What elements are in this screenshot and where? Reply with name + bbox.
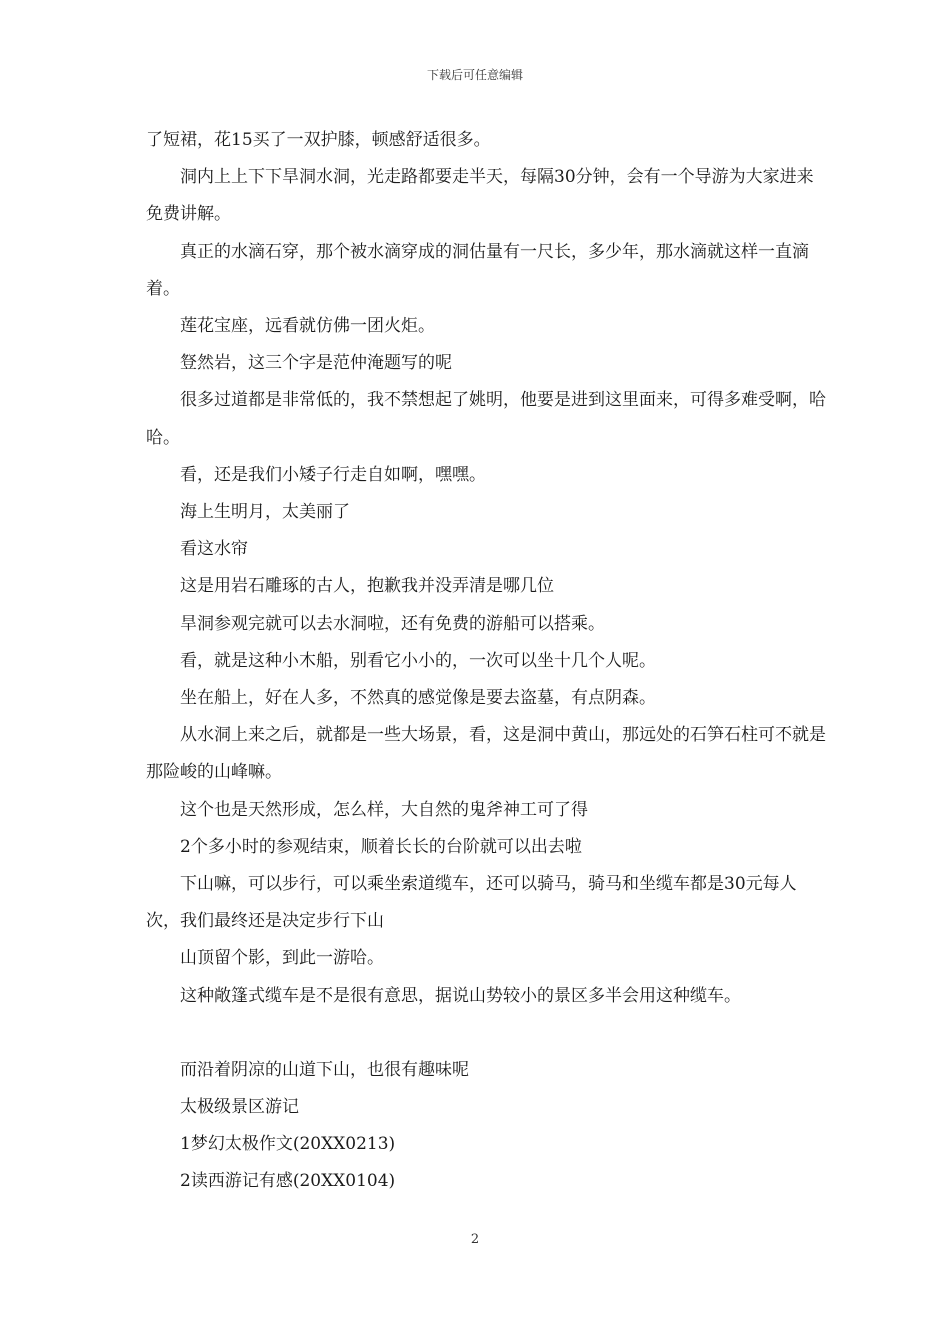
paragraph: 这个也是天然形成，怎么样，大自然的鬼斧神工可了得: [180, 799, 588, 820]
paragraph: 看，还是我们小矮子行走自如啊，嘿嘿。: [180, 464, 486, 485]
paragraph: 下山嘛，可以步行，可以乘坐索道缆车，还可以骑马，骑马和坐缆车都是30元每人次，我们最终还是决定步行下山: [146, 874, 797, 932]
page-number: 2: [470, 1232, 480, 1247]
paragraph: 真正的水滴石穿，那个被水滴穿成的洞估量有一尺长，多少年，那水滴就这样一直滴着。: [146, 241, 809, 299]
paragraph: 山顶留个影，到此一游哈。: [180, 948, 384, 969]
paragraph: 而沿着阴凉的山道下山，也很有趣味呢: [180, 1059, 469, 1080]
related-title: 太极级景区游记: [180, 1097, 299, 1118]
paragraph: 这是用岩石雕琢的古人，抱歉我并没弄清是哪几位: [180, 576, 554, 597]
paragraph: 这种敞篷式缆车是不是很有意思，据说山势较小的景区多半会用这种缆车。: [180, 985, 741, 1006]
paragraph: 看，就是这种小木船，别看它小小的，一次可以坐十几个人呢。: [180, 650, 656, 671]
paragraph: 豋然岩，这三个字是范仲淹题写的呢: [180, 353, 452, 374]
document-body: [146, 122, 826, 1201]
paragraph: 莲花宝座，远看就仿佛一团火炬。: [180, 316, 435, 337]
paragraph: 很多过道都是非常低的，我不禁想起了姚明，他要是进到这里面来，可得多难受啊，哈哈。: [146, 390, 826, 448]
paragraph: 海上生明月，太美丽了: [180, 502, 350, 523]
paragraph: 2个多小时的参观结束，顺着长长的台阶就可以出去啦: [180, 836, 582, 857]
paragraph: 洞内上上下下旱洞水洞，光走路都要走半天，每隔30分钟，会有一个导游为大家进来免费讲解。: [146, 167, 814, 225]
related-link[interactable]: 2读西游记有感(20XX0104): [180, 1171, 396, 1192]
paragraph: 坐在船上，好在人多，不然真的感觉像是要去盗墓，有点阴森。: [180, 688, 656, 709]
paragraph: 从水洞上来之后，就都是一些大场景，看，这是洞中黄山，那远处的石笋石柱可不就是那险峻的山峰嘛。: [146, 725, 826, 783]
paragraph: 旱洞参观完就可以去水洞啦，还有免费的游船可以搭乘。: [180, 613, 605, 634]
paragraph: 看这水帘: [180, 539, 248, 560]
paragraph: 了短裙，花15买了一双护膝，顿感舒适很多。: [146, 130, 491, 150]
related-link[interactable]: 1梦幻太极作文(20XX0213): [180, 1134, 396, 1155]
page-header: 下载后可任意编辑: [426, 68, 523, 82]
